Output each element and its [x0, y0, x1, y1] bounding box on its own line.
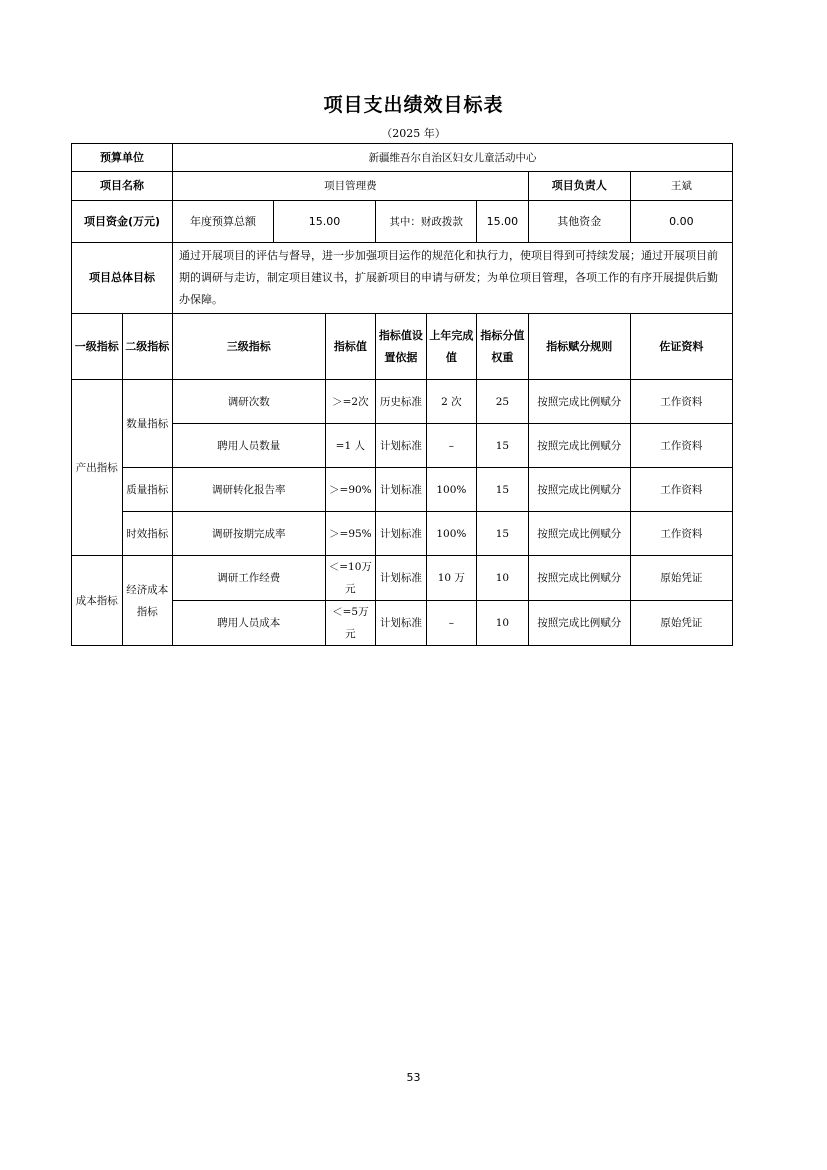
leader-label: 项目负责人: [528, 172, 630, 201]
row-basis: 历史标准: [376, 380, 427, 424]
row-value: ＜=10万元: [325, 556, 376, 601]
header-evidence: 佐证资料: [630, 314, 732, 380]
goal-text: 通过开展项目的评估与督导，进一步加强项目运作的规范化和执行力，使项目得到可持续发展；通过开展项目前期的调研与走访，制定项目建议书，扩展新项目的申请与研发；为单位项目管理，各项工作的有序开展提供后勤办保障。: [173, 243, 733, 314]
project-name-label: 项目名称: [72, 172, 173, 201]
header-level3: 三级指标: [173, 314, 326, 380]
row-name: 聘用人员成本: [173, 601, 326, 646]
budget-unit-value: 新疆维吾尔自治区妇女儿童活动中心: [173, 144, 733, 172]
row-name: 调研次数: [173, 380, 326, 424]
row-value: ＞=90%: [325, 468, 376, 512]
header-level2: 二级指标: [122, 314, 173, 380]
row-weight: 25: [477, 380, 529, 424]
row-name: 调研工作经费: [173, 556, 326, 601]
leader-value: 王斌: [630, 172, 732, 201]
row-basis: 计划标准: [376, 424, 427, 468]
annual-total-label: 年度预算总额: [173, 201, 274, 243]
row-weight: 15: [477, 512, 529, 556]
performance-table: [71, 143, 733, 646]
row-last: –: [426, 601, 477, 646]
table-row: [72, 380, 733, 424]
row-rule: 按照完成比例赋分: [528, 424, 630, 468]
group-output: 产出指标: [72, 380, 123, 556]
header-weight: 指标分值权重: [477, 314, 529, 380]
table-row: [72, 556, 733, 601]
row-evidence: 原始凭证: [630, 556, 732, 601]
row-evidence: 原始凭证: [630, 601, 732, 646]
header-level1: 一级指标: [72, 314, 123, 380]
goal-label: 项目总体目标: [72, 243, 173, 314]
row-rule: 按照完成比例赋分: [528, 380, 630, 424]
row-rule: 按照完成比例赋分: [528, 601, 630, 646]
row-last: –: [426, 424, 477, 468]
row-name: 调研转化报告率: [173, 468, 326, 512]
group-cost: 成本指标: [72, 556, 123, 646]
page-title: 项目支出绩效目标表: [323, 94, 504, 116]
header-rule: 指标赋分规则: [528, 314, 630, 380]
row-weight: 15: [477, 468, 529, 512]
group-quality: 质量指标: [122, 468, 173, 512]
row-value: ＞=2次: [325, 380, 376, 424]
row-evidence: 工作资料: [630, 468, 732, 512]
page-number: 53: [406, 1071, 421, 1084]
fiscal-label: 其中：财政拨款: [376, 201, 477, 243]
header-value: 指标值: [325, 314, 376, 380]
row-last: 100%: [426, 468, 477, 512]
group-timeliness: 时效指标: [122, 512, 173, 556]
year-label: （2025 年）: [381, 127, 446, 140]
row-basis: 计划标准: [376, 512, 427, 556]
header-basis: 指标值设置依据: [376, 314, 427, 380]
row-evidence: 工作资料: [630, 424, 732, 468]
group-quantity: 数量指标: [122, 380, 173, 468]
row-value: =1 人: [325, 424, 376, 468]
row-rule: 按照完成比例赋分: [528, 556, 630, 601]
row-basis: 计划标准: [376, 556, 427, 601]
row-name: 聘用人员数量: [173, 424, 326, 468]
row-evidence: 工作资料: [630, 512, 732, 556]
fiscal-value: 15.00: [477, 201, 529, 243]
funds-label: 项目资金(万元): [72, 201, 173, 243]
annual-total-value: 15.00: [274, 201, 376, 243]
row-last: 10 万: [426, 556, 477, 601]
row-name: 调研按期完成率: [173, 512, 326, 556]
other-value: 0.00: [630, 201, 732, 243]
row-last: 100%: [426, 512, 477, 556]
row-weight: 15: [477, 424, 529, 468]
row-evidence: 工作资料: [630, 380, 732, 424]
row-basis: 计划标准: [376, 468, 427, 512]
row-rule: 按照完成比例赋分: [528, 512, 630, 556]
row-rule: 按照完成比例赋分: [528, 468, 630, 512]
project-name-value: 项目管理费: [173, 172, 529, 201]
row-weight: 10: [477, 601, 529, 646]
row-value: ＞=95%: [325, 512, 376, 556]
table-row: [72, 468, 733, 512]
header-last-year: 上年完成值: [426, 314, 477, 380]
table-row: [72, 512, 733, 556]
group-economic-cost: 经济成本指标: [122, 556, 173, 646]
budget-unit-label: 预算单位: [72, 144, 173, 172]
row-weight: 10: [477, 556, 529, 601]
row-basis: 计划标准: [376, 601, 427, 646]
row-value: ＜=5万元: [325, 601, 376, 646]
other-label: 其他资金: [528, 201, 630, 243]
row-last: 2 次: [426, 380, 477, 424]
